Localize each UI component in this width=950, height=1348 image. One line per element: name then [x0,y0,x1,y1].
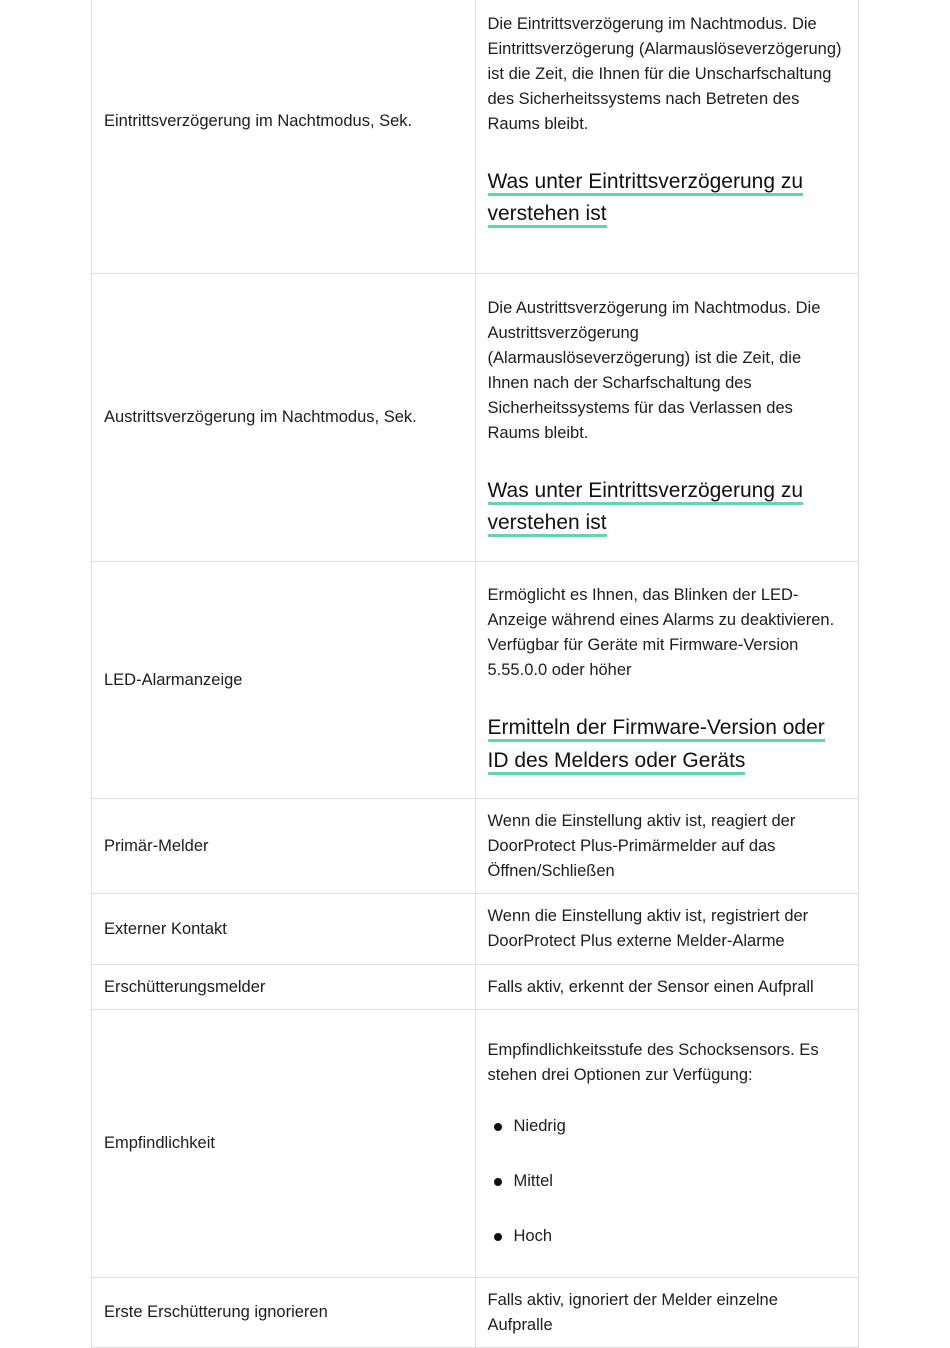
options-list [488,1114,847,1249]
setting-name-cell [92,0,476,274]
setting-description-cell [475,965,859,1010]
setting-name-cell [92,562,476,799]
setting-name: Erste Erschütterung ignorieren [104,1303,328,1321]
setting-description: Falls aktiv, erkennt der Sensor einen Aufprall [487,977,814,996]
list-item [488,1114,847,1139]
table-row [92,274,859,562]
setting-name: Primär-Melder [104,836,209,855]
settings-table [91,0,859,1348]
setting-description: Wenn die Einstellung aktiv ist, registriert der DoorProtect Plus externe Melder-Alarme [487,907,809,950]
bullet-icon [494,1233,502,1241]
help-link[interactable]: Was unter Eintrittsverzögerung zu verstehen ist [488,479,804,538]
option-label: Hoch [513,1227,553,1245]
table-row [92,0,859,274]
setting-name-cell [92,1010,476,1278]
setting-description: Empfindlichkeitsstufe des Schocksensors. Es stehen drei Optionen zur Verfügung: [487,1041,819,1084]
setting-name: Eintrittsverzögerung im Nachtmodus, Sek. [104,111,413,130]
setting-description: Ermöglicht es Ihnen, das Blinken der LED-Anzeige während eines Alarms zu deaktivieren. Verfügbar für Geräte mit Firmware-Version 5.55.0.0 oder höher [487,586,835,679]
setting-description-cell [475,1010,859,1278]
setting-name: Erschütterungsmelder [104,977,266,996]
table-row [92,1278,859,1348]
setting-description-cell [475,1278,859,1348]
table-row [92,562,859,799]
setting-description-cell [475,274,859,562]
settings-table-wrapper [91,0,859,1348]
option-label: Mittel [513,1172,553,1190]
table-row [92,1010,859,1278]
help-link[interactable]: Ermitteln der Firmware-Version oder ID des Melders oder Geräts [488,716,825,775]
setting-description-cell [475,562,859,799]
setting-name: Externer Kontakt [104,919,227,938]
setting-description-cell [475,799,859,894]
help-link[interactable]: Was unter Eintrittsverzögerung zu verstehen ist [488,170,804,229]
table-row [92,894,859,965]
bullet-icon [494,1123,502,1131]
setting-description: Die Eintrittsverzögerung im Nachtmodus. Die Eintrittsverzögerung (Alarmauslöseverzögerung) ist die Zeit, die Ihnen für die Unscharfschaltung des Sicherheitssystems nach Betreten des Raums bleibt. [487,14,842,133]
table-row [92,799,859,894]
setting-name: Austrittsverzögerung im Nachtmodus, Sek. [104,408,417,426]
setting-description: Wenn die Einstellung aktiv ist, reagiert der DoorProtect Plus-Primärmelder auf das Öffnen/Schließen [487,811,796,880]
table-row [92,965,859,1010]
setting-name-cell [92,799,476,894]
setting-description-cell [475,0,859,274]
list-item [488,1224,847,1249]
setting-name-cell [92,1278,476,1348]
setting-name-cell [92,894,476,965]
setting-name-cell [92,965,476,1010]
setting-description: Falls aktiv, ignoriert der Melder einzelne Aufpralle [487,1290,778,1334]
setting-description: Die Austrittsverzögerung im Nachtmodus. Die Austrittsverzögerung (Alarmauslöseverzögerung) ist die Zeit, die Ihnen nach der Scharfschaltung des Sicherheitssystems für das Verlassen des Raums bleibt. [487,298,821,442]
list-item [488,1169,847,1194]
bullet-icon [494,1178,502,1186]
setting-name: Empfindlichkeit [104,1134,215,1152]
setting-name-cell [92,274,476,562]
setting-name: LED-Alarmanzeige [104,670,243,689]
option-label: Niedrig [513,1117,566,1135]
setting-description-cell [475,894,859,965]
